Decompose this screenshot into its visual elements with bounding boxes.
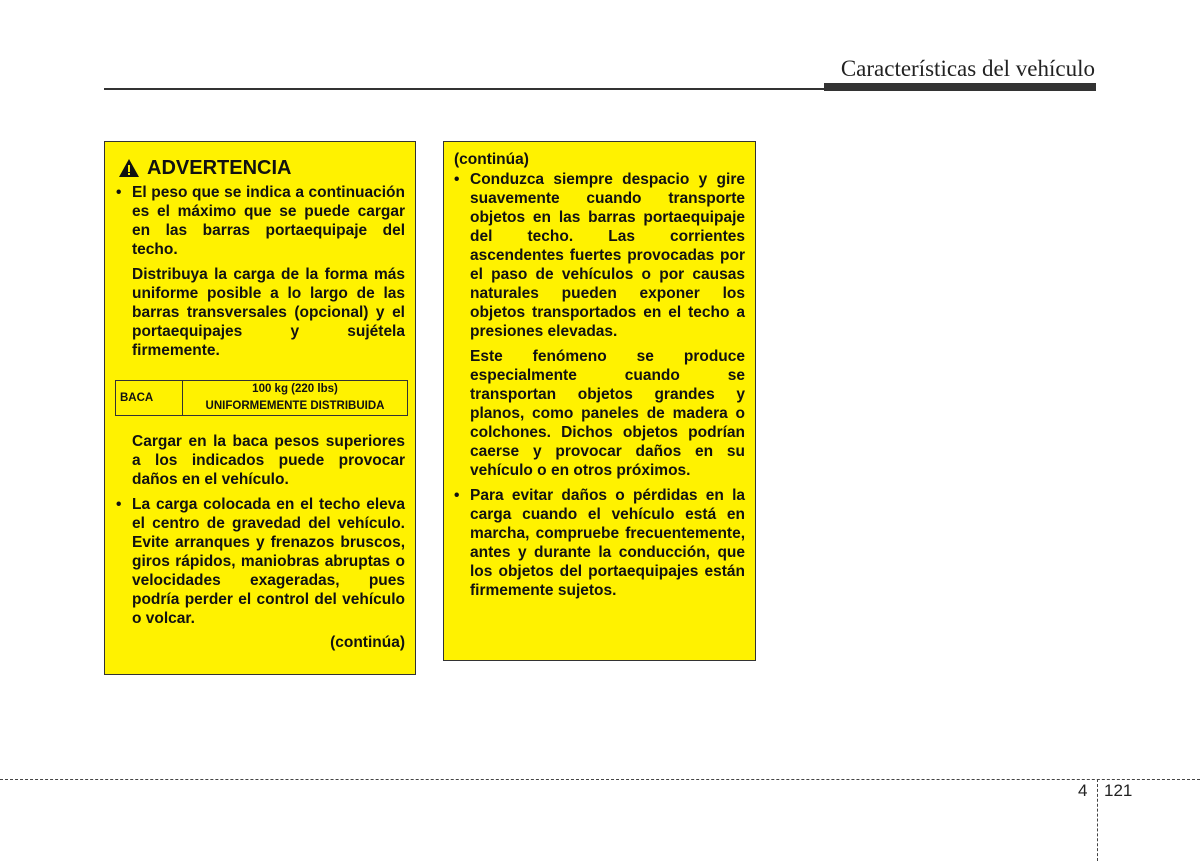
continued-label: (continúa) [454, 151, 529, 168]
bullet-glyph: • [116, 184, 122, 201]
warning-triangle-icon [118, 158, 140, 178]
warning-bullet [116, 183, 405, 259]
bullet-glyph: • [454, 487, 460, 504]
table-cell-category: BACA [116, 381, 183, 416]
header-rule-thin [104, 88, 826, 90]
warning-heading-label: ADVERTENCIA [147, 157, 292, 179]
footer-rule [0, 779, 1200, 780]
warning-heading [116, 156, 405, 180]
chapter-number: 4 [1078, 781, 1088, 800]
warning-bullet [454, 170, 745, 341]
header-rule-thick [824, 83, 1096, 91]
bullet-text: Para evitar daños o pérdidas en la carga cuando el vehículo está en marcha, compruebe frecuentemente, antes y durante la conducción, que los objetos del portaequipajes están firmemente sujetos. [470, 487, 745, 599]
footer-divider [1097, 779, 1098, 861]
bullet-glyph: • [454, 171, 460, 188]
table-cell-distribution: UNIFORMEMENTE DISTRIBUIDA [205, 400, 385, 412]
load-capacity-table [115, 380, 408, 416]
warning-bullet [454, 486, 745, 600]
bullet-glyph: • [116, 496, 122, 513]
page-number: 121 [1104, 781, 1133, 800]
warning-bullet [116, 495, 405, 628]
warning-box-right [443, 141, 756, 661]
page-header-title: Características del vehículo [840, 56, 1095, 81]
warning-paragraph: Este fenómeno se produce especialmente cuando se transportan objetos grandes y planos, como paneles de madera o colchones. Dichos objetos podrían caerse y provocar daños en su vehículo o en otros próximos. [470, 348, 745, 479]
bullet-text: El peso que se indica a continuación es el máximo que se puede cargar en las barras portaequipaje del techo. [132, 184, 405, 258]
bullet-text: La carga colocada en el techo eleva el centro de gravedad del vehículo. Evite arranques y frenazos bruscos, giros rápidos, maniobras abruptas o velocidades exageradas, pues podría perder el control del vehículo o volcar. [132, 496, 405, 627]
bullet-text: Conduzca siempre despacio y gire suavemente cuando transporte objetos en las barras portaequipaje del techo. Las corrientes ascendentes fuertes provocadas por el paso de vehículos o por causas naturales pueden exponer los objetos transportados en el techo a presiones elevadas. [470, 171, 745, 340]
warning-paragraph: Cargar en la baca pesos superiores a los indicados puede provocar daños en el vehículo. [132, 433, 405, 488]
table-cell-weight: 100 kg (220 lbs) [252, 383, 338, 395]
table-cell-capacity [183, 381, 408, 416]
warning-box-left [104, 141, 416, 675]
warning-paragraph: Distribuya la carga de la forma más uniforme posible a lo largo de las barras transversales (opcional) y el portaequipajes y sujétela firmemente. [132, 266, 405, 359]
continued-label: (continúa) [330, 634, 405, 651]
